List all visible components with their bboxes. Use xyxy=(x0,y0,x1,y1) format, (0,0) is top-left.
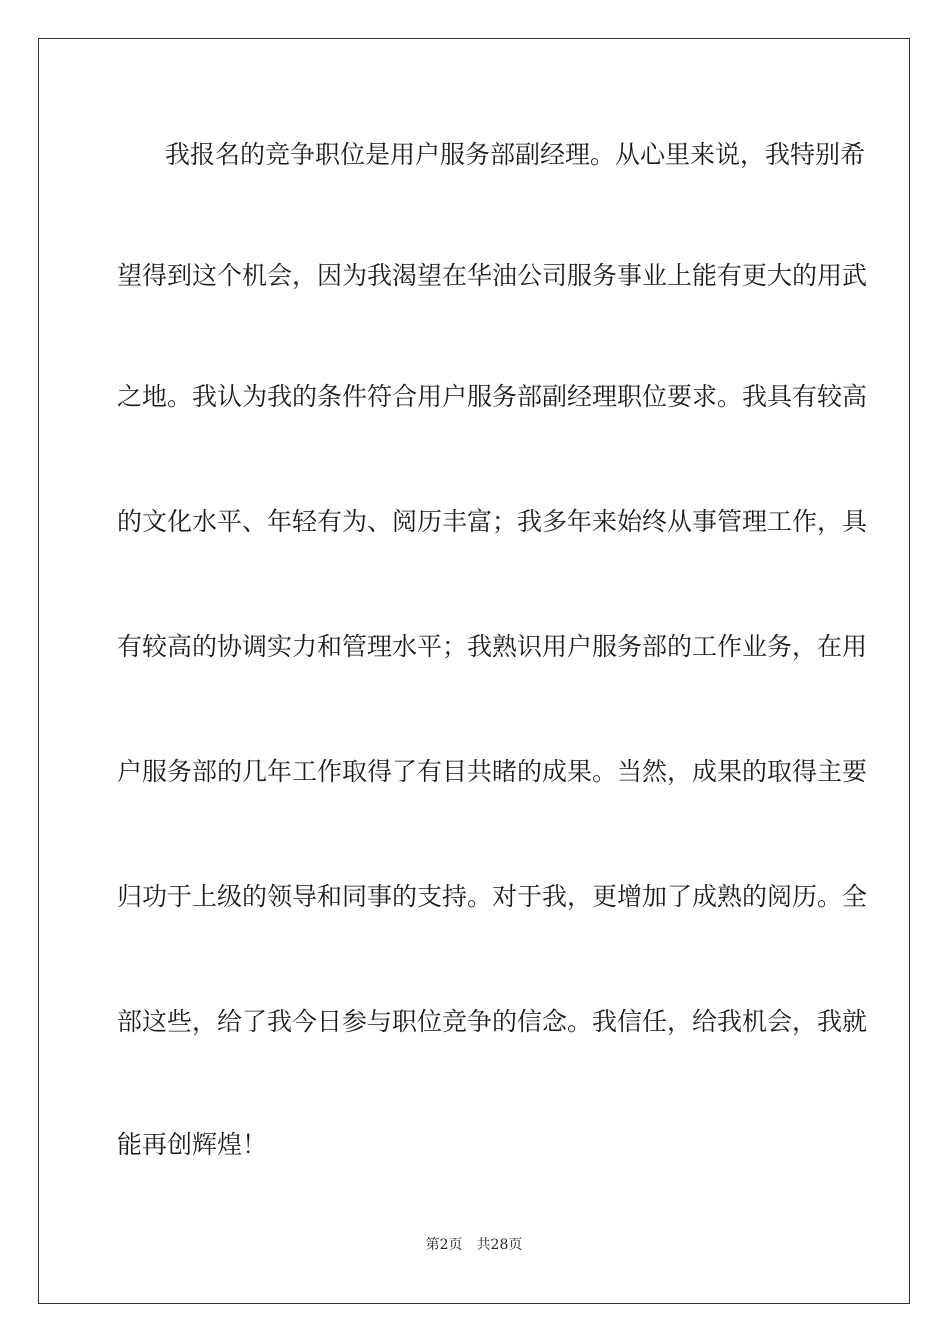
text-line: 有较高的协调实力和管理水平；我熟识用户服务部的工作业务，在用 xyxy=(117,632,868,661)
text-line: 部这些，给了我今日参与职位竞争的信念。我信任，给我机会，我就 xyxy=(117,1007,868,1036)
text-line: 能再创辉煌！ xyxy=(117,1130,268,1159)
page-footer xyxy=(39,1235,909,1255)
page-number-current: 第2页 xyxy=(425,1237,463,1253)
body-text xyxy=(39,39,909,1303)
text-line: 户服务部的几年工作取得了有目共睹的成果。当然，成果的取得主要 xyxy=(117,757,868,786)
text-line: 的文化水平、年轻有为、阅历丰富；我多年来始终从事管理工作，具 xyxy=(117,507,868,536)
text-line: 我报名的竞争职位是用户服务部副经理。从心里来说，我特别希 xyxy=(165,140,866,169)
text-line: 之地。我认为我的条件符合用户服务部副经理职位要求。我具有较高 xyxy=(117,382,868,411)
page-number-total: 共28页 xyxy=(476,1237,523,1253)
page-frame xyxy=(38,38,910,1304)
text-line: 望得到这个机会，因为我渴望在华油公司服务事业上能有更大的用武 xyxy=(117,261,868,290)
text-line: 归功于上级的领导和同事的支持。对于我，更增加了成熟的阅历。全 xyxy=(117,882,868,911)
